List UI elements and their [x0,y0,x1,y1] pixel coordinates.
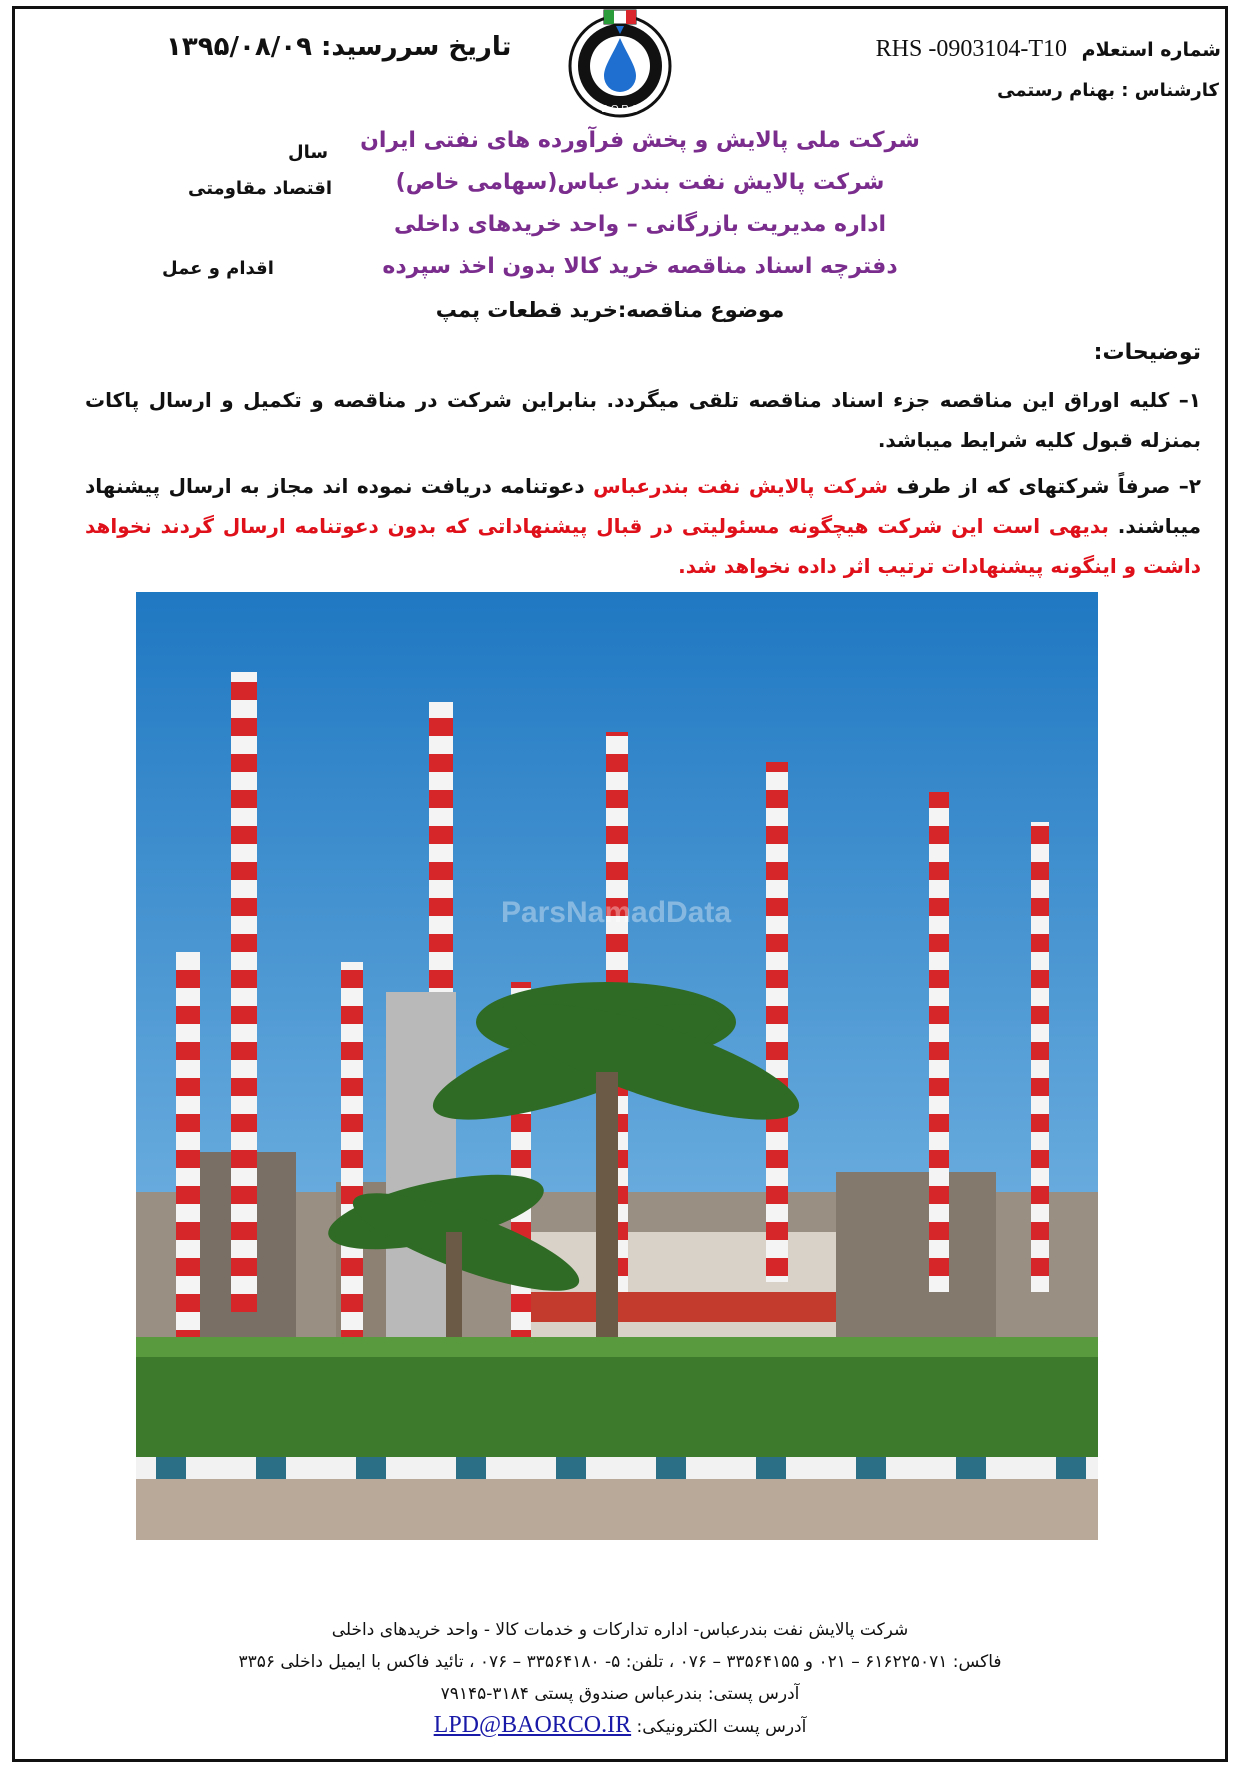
refinery-photo [136,592,1098,1540]
due-date [166,32,511,62]
tender-subject: موضوع مناقصه:خرید قطعات پمپ [435,298,785,322]
footer-email-row [120,1712,1120,1739]
title-line-2: شرکت پالایش نفت بندر عباس(سهامی خاص) [395,170,885,195]
slogan-year: سال [288,142,329,163]
due-date-label: تاریخ سررسید: [321,32,512,62]
footer-email-link[interactable]: LPD@BAORCO.IR [433,1712,632,1738]
due-date-value: ۱۳۹۵/۰۸/۰۹ [166,32,312,62]
inquiry-number [876,36,1221,63]
note-item-2-prefix: ۲– صرفاً شرکتهای که از طرف [896,474,1202,498]
expert-name: کارشناس : بهنام رستمی [997,80,1219,101]
slogan-economy: اقتصاد مقاومتی [188,178,333,199]
note-item-2-suffix: دعوتنامه دریافت نموده اند مجاز به ارسال پیشنهاد میباشند. [85,474,1201,538]
note-item-2-company: شرکت پالایش نفت بندرعباس [593,474,888,498]
title-line-4: دفترچه اسناد مناقصه خرید کالا بدون اخذ سپرده [382,254,898,279]
watermark-text: ParsNamadData [500,896,732,929]
note-item-2-warning: بدیهی است این شرکت هیچگونه مسئولیتی در قبال پیشنهاداتی که بدون دعوتنامه ارسال گردند نخواهد داشت و اینگونه پیشنهادات ترتیب اثر داده نخواهد شد. [85,514,1201,578]
note-item-2 [85,466,1201,586]
company-logo [560,8,680,128]
footer-address: آدرس پستی: بندرعباس صندوق پستی ۳۱۸۴-۷۹۱۴۵ [440,1684,800,1704]
title-line-1: شرکت ملی پالایش و پخش فرآورده های نفتی ایران [360,128,920,153]
slogan-action: اقدام و عمل [162,258,274,279]
title-line-3: اداره مدیریت بازرگانی – واحد خریدهای داخلی [393,212,887,237]
inquiry-number-value: RHS -0903104-T10 [875,36,1068,62]
logo-text: B.O.R.C [601,104,639,115]
footer-contact: فاکس: ۶۱۶۲۲۵۰۷۱ – ۰۲۱ و ۳۳۵۶۴۱۵۵ – ۰۷۶ ، تلفن: ۵- ۳۳۵۶۴۱۸۰ – ۰۷۶ ، تائید فاکس با ایمیل داخلی ۳۳۵۶ [238,1652,1002,1672]
note-item-1: ۱– کلیه اوراق این مناقصه جزء اسناد مناقصه تلقی میگردد. بنابراین شرکت در مناقصه و تکمیل و ارسال پاکات بمنزله قبول کلیه شرایط میباشد. [85,388,1201,452]
notes-heading: توضیحات: [1093,340,1201,365]
footer-company: شرکت پالایش نفت بندرعباس- اداره تدارکات و خدمات کالا - واحد خریدهای داخلی [331,1620,909,1640]
inquiry-number-label: شماره استعلام [1081,39,1221,61]
footer-email-label: آدرس پست الکترونیکی: [636,1717,807,1737]
